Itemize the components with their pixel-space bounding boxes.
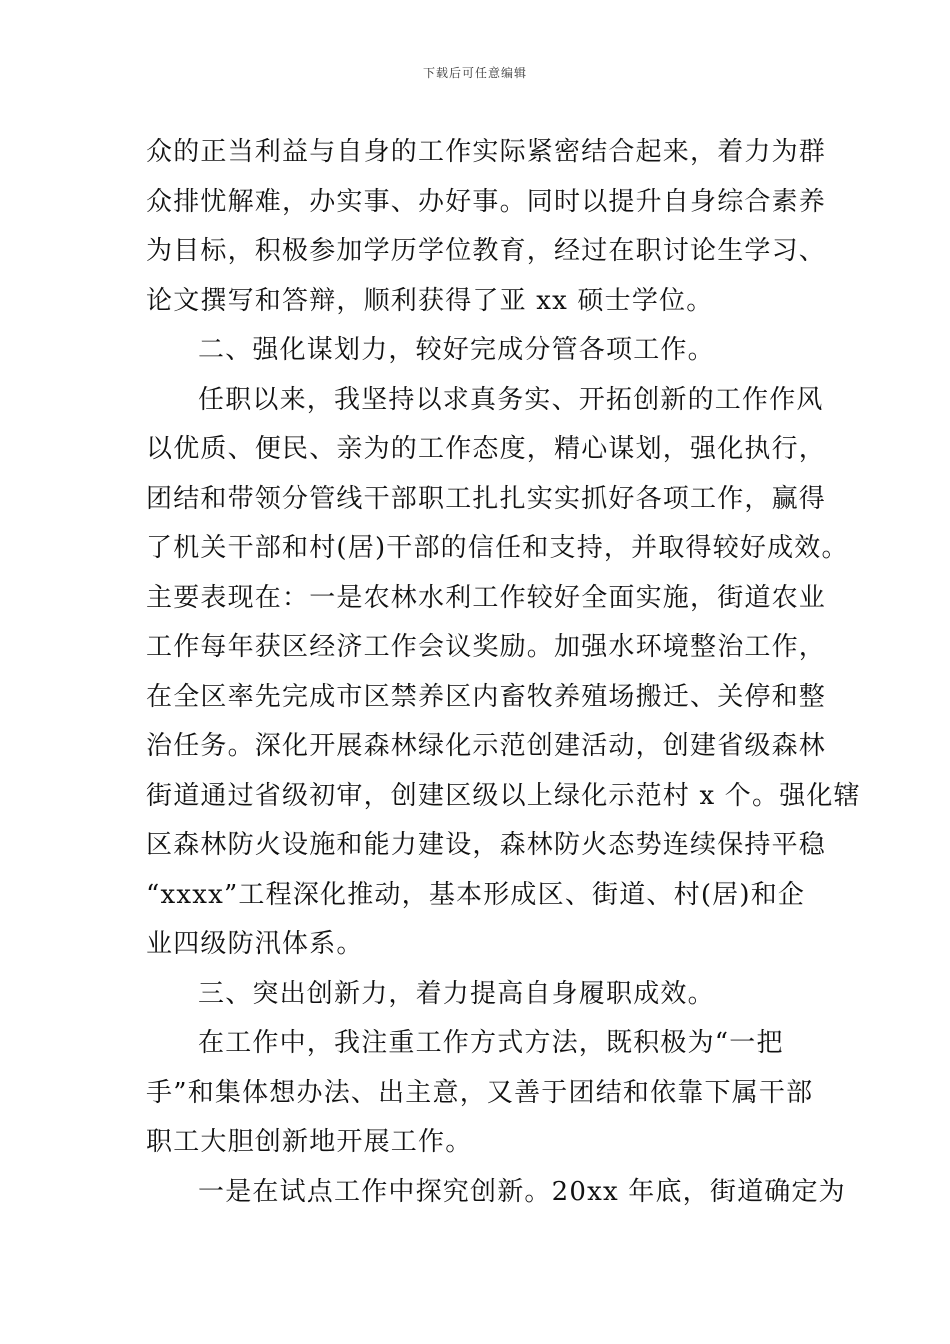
section-heading: 三、突出创新力，着力提高自身履职成效。 — [198, 978, 715, 1009]
body-line: 团结和带领分管线干部职工扎扎实实抓好各项工作，赢得 — [146, 483, 827, 514]
page-header: 下载后可任意编辑 — [422, 66, 527, 80]
section-heading: 二、强化谋划力，较好完成分管各项工作。 — [198, 335, 715, 365]
body-line: 区森林防火设施和能力建设，森林防火态势连续保持平稳 — [146, 830, 827, 860]
body-line: “xxxx”工程深化推动，基本形成区、街道、村(居)和企 — [146, 879, 806, 910]
body-line: 在全区率先完成市区禁养区内畜牧养殖场搬迁、关停和整 — [146, 681, 827, 712]
body-line: 为目标，积极参加学历学位教育，经过在职讨论生学习、 — [146, 236, 827, 266]
body-line: 业四级防汛体系。 — [146, 929, 364, 959]
paragraph-first-line: 任职以来，我坚持以求真务实、开拓创新的工作作风 — [198, 384, 824, 415]
body-line: 以优质、便民、亲为的工作态度，精心谋划，强化执行， — [146, 434, 827, 464]
body-line: 众的正当利益与自身的工作实际紧密结合起来，着力为群 — [146, 137, 827, 167]
body-line: 主要表现在：一是农林水利工作较好全面实施，街道农业 — [146, 582, 827, 613]
body-line: 治任务。深化开展森林绿化示范创建活动，创建省级森林 — [146, 731, 827, 761]
paragraph-first-line: 一是在试点工作中探究创新。20xx 年底，街道确定为 — [198, 1176, 846, 1207]
body-line: 众排忧解难，办实事、办好事。同时以提升自身综合素养 — [146, 186, 827, 217]
body-line: 工作每年获区经济工作会议奖励。加强水环境整治工作， — [146, 632, 827, 662]
paragraph-first-line: 在工作中，我注重工作方式方法，既积极为“一把 — [198, 1028, 784, 1058]
body-line: 职工大胆创新地开展工作。 — [146, 1127, 473, 1157]
body-line: 了机关干部和村(居)干部的信任和支持，并取得较好成效。 — [146, 533, 849, 563]
document-body — [146, 128, 861, 1217]
body-line: 论文撰写和答辩，顺利获得了亚 xx 硕士学位。 — [146, 285, 714, 316]
body-line: 街道通过省级初审，创建区级以上绿化示范村 x 个。强化辖 — [146, 780, 861, 811]
body-line: 手”和集体想办法、出主意，又善于团结和依靠下属干部 — [146, 1077, 814, 1108]
